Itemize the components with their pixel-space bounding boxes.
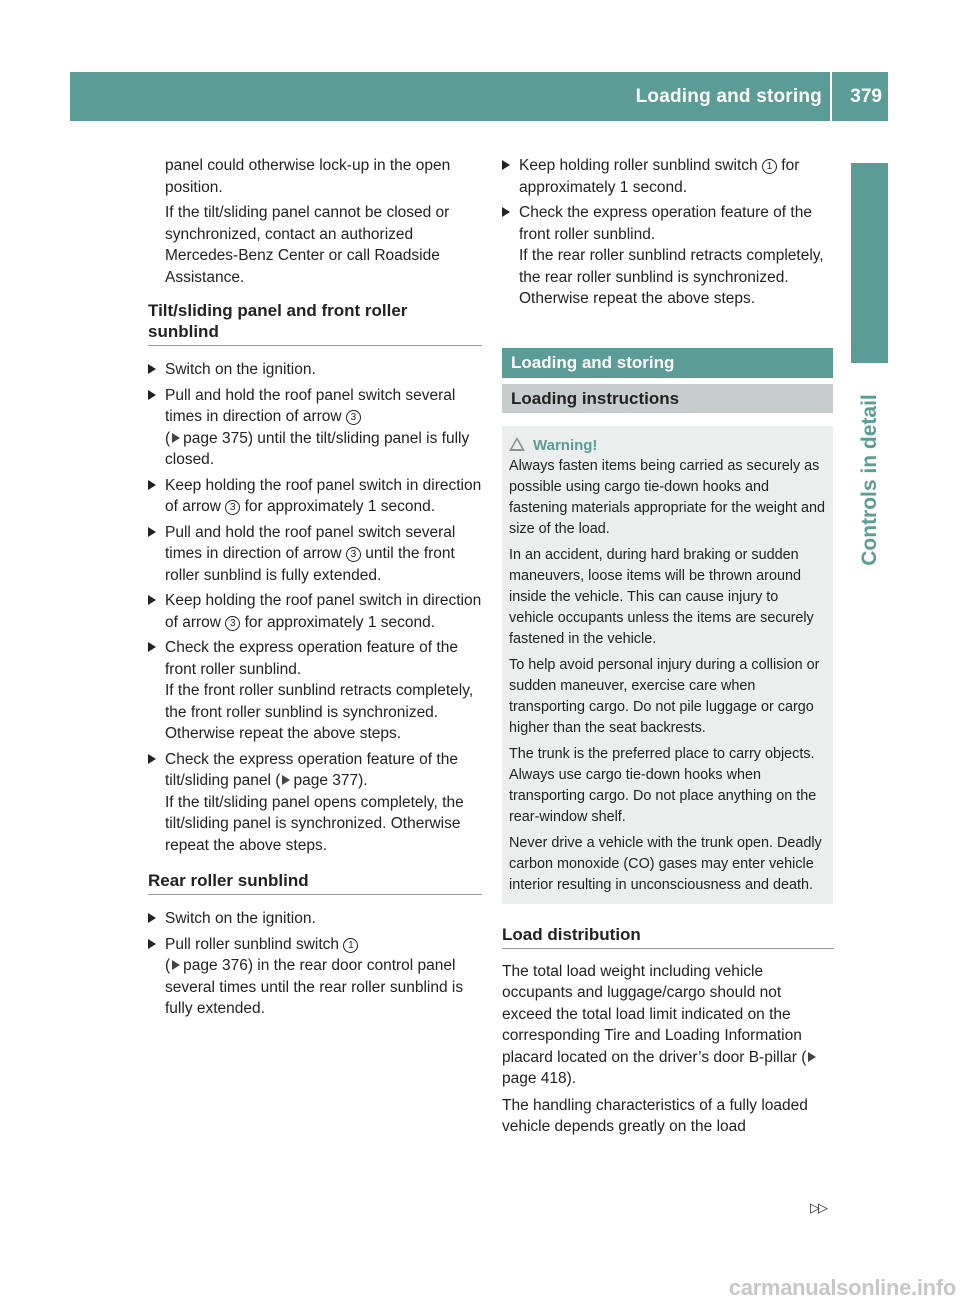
- side-tab-marker: [851, 163, 888, 363]
- step-arrow-icon: [148, 754, 156, 764]
- page-ref-icon: [282, 775, 290, 785]
- callout-number-icon: 3: [346, 547, 361, 562]
- callout-number-icon: 1: [343, 938, 358, 953]
- intro-paragraph: panel could otherwise lock-up in the open position.: [165, 157, 451, 196]
- body-paragraph: The handling characteristics of a fully loaded vehicle depends greatly on the load: [502, 1096, 808, 1135]
- section-title-bar: Loading and storing: [502, 348, 833, 378]
- step-arrow-icon: [502, 207, 510, 217]
- step-arrow-icon: [148, 364, 156, 374]
- instruction-step: Switch on the ignition.: [148, 359, 482, 381]
- page-ref-icon: [808, 1052, 816, 1062]
- warning-paragraph: The trunk is the preferred place to carry objects. Always use cargo tie-down hooks when transporting cargo. Do not place anything on the rear-window shelf.: [509, 745, 817, 825]
- step-arrow-icon: [148, 642, 156, 652]
- intro-paragraph: If the tilt/sliding panel cannot be closed or synchronized, contact an authorized Mercedes-Benz Center or call Roadside Assistance.: [165, 204, 450, 286]
- callout-number-icon: 3: [346, 410, 361, 425]
- watermark: carmanualsonline.info: [728, 1275, 956, 1300]
- body-paragraph: The total load weight including vehicle occupants and luggage/cargo should not exceed the total load limit indicated on the corresponding Tire and Loading Information placard located on the driver’s door B-pillar (page 418).: [502, 961, 834, 1090]
- step-arrow-icon: [148, 595, 156, 605]
- step-arrow-icon: [148, 527, 156, 537]
- instruction-step: Keep holding the roof panel switch in direction of arrow 3 for approximately 1 second.: [148, 475, 482, 518]
- warning-paragraph: Always fasten items being carried as securely as possible using cargo tie-down hooks and fastening materials appropriate for the weight and size of the load.: [509, 457, 825, 537]
- step-arrow-icon: [148, 913, 156, 923]
- section-heading: Load distribution: [502, 924, 834, 949]
- section-heading: Rear roller sunblind: [148, 870, 482, 895]
- step-arrow-icon: [148, 480, 156, 490]
- right-column: [502, 155, 834, 1138]
- instruction-step: Pull and hold the roof panel switch several times in direction of arrow 3 until the front roller sunblind is fully extended.: [148, 522, 482, 587]
- header-title: Loading and storing: [635, 86, 822, 107]
- page-ref-icon: [172, 960, 180, 970]
- instruction-step: Check the express operation feature of the front roller sunblind. If the front roller sunblind retracts completely, the front roller sunblind is synchronized. Otherwise repeat the above steps.: [148, 637, 482, 745]
- instruction-step: Check the express operation feature of the tilt/sliding panel ( page 377). If the tilt/sliding panel opens completely, the tilt/sliding panel is synchronized. Otherwise repeat the above steps.: [148, 749, 482, 857]
- instruction-step: Pull roller sunblind switch 1 ( page 376) in the rear door control panel several times until the rear roller sunblind is fully extended.: [148, 934, 482, 1020]
- continue-mark: ▷▷: [810, 1200, 826, 1215]
- warning-title: Warning!: [509, 435, 827, 456]
- step-arrow-icon: [148, 390, 156, 400]
- callout-number-icon: 3: [225, 616, 240, 631]
- step-arrow-icon: [502, 160, 510, 170]
- instruction-step: Check the express operation feature of the front roller sunblind. If the rear roller sunblind retracts completely, the rear roller sunblind is synchronized. Otherwise repeat the above steps.: [502, 202, 834, 310]
- header-divider: [830, 72, 832, 121]
- side-tab-label: Controls in detail: [857, 394, 881, 566]
- instruction-step: Switch on the ignition.: [148, 908, 482, 930]
- warning-paragraph: In an accident, during hard braking or sudden maneuvers, loose items will be thrown around inside the vehicle. This can cause injury to vehicle occupants unless the items are securely fastened in the vehicle.: [509, 546, 814, 647]
- instruction-step: Pull and hold the roof panel switch several times in direction of arrow 3 ( page 375) until the tilt/sliding panel is fully closed.: [148, 385, 482, 471]
- step-arrow-icon: [148, 939, 156, 949]
- callout-number-icon: 1: [762, 159, 777, 174]
- warning-paragraph: Never drive a vehicle with the trunk open. Deadly carbon monoxide (CO) gases may enter vehicle interior resulting in unconsciousness and death.: [509, 834, 822, 893]
- warning-paragraph: To help avoid personal injury during a collision or sudden maneuver, exercise care when transporting cargo. Do not pile luggage or cargo higher than the seat backrests.: [509, 656, 820, 736]
- page-header: [70, 72, 888, 121]
- instruction-step: Keep holding roller sunblind switch 1 for approximately 1 second.: [502, 155, 834, 198]
- left-column: [148, 155, 482, 1024]
- warning-triangle-icon: [509, 437, 525, 451]
- callout-number-icon: 3: [225, 500, 240, 515]
- section-heading: Tilt/sliding panel and front roller sunblind: [148, 300, 482, 346]
- subsection-title-bar: Loading instructions: [502, 384, 833, 413]
- warning-box: [502, 426, 833, 904]
- page-ref-icon: [172, 433, 180, 443]
- instruction-step: Keep holding the roof panel switch in direction of arrow 3 for approximately 1 second.: [148, 590, 482, 633]
- page-number: 379: [850, 86, 882, 107]
